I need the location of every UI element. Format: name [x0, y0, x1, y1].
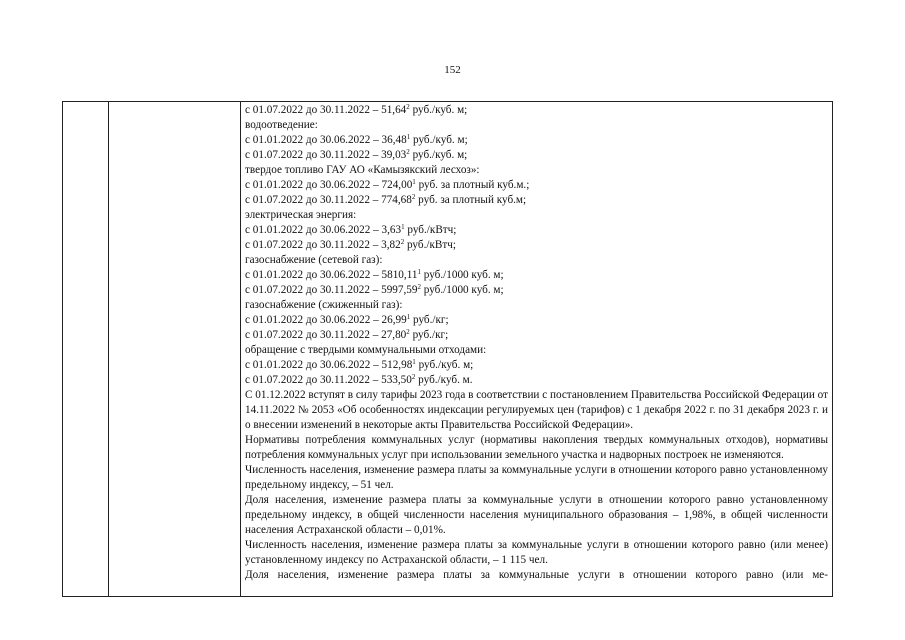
tariff-line-unit: руб./куб. м;: [410, 134, 468, 146]
footnote-mark: 1: [401, 223, 405, 231]
tariff-line-text: газоснабжение (сжиженный газ):: [245, 299, 403, 311]
tariff-line-text: с 01.01.2022 до 30.06.2022 – 512,98: [245, 359, 413, 371]
tariff-line: [245, 283, 828, 298]
paragraph-population-share-index: Доля населения, изменение размера платы за коммунальные услуги в отношении которого равно (или ме-: [245, 569, 828, 581]
tariff-line: [245, 238, 828, 253]
paragraph-population-count-index: Численность населения, изменение размера платы за коммунальные услуги в отношении которого равно (или менее) установленному индексу по Астраханской области, – 1 115 чел.: [245, 539, 828, 566]
tariff-line: [245, 223, 828, 238]
footnote-mark: 1: [406, 133, 411, 141]
tariff-line: [245, 268, 828, 283]
footnote-mark: 2: [400, 238, 405, 246]
footnote-mark: 1: [412, 358, 416, 366]
tariff-line: [245, 298, 828, 313]
paragraph-population-share-limit: Доля населения, изменение размера платы за коммунальные услуги в отношении которого равно установленному предельному индексу, в общей численности населения муниципального образования – 1,98%, в общей численности населения Астраханской области – 0,01%.: [245, 494, 828, 536]
tariff-line-unit: руб./1000 куб. м;: [420, 269, 504, 281]
tariff-line: [245, 373, 828, 388]
tariff-line-text: с 01.07.2022 до 30.11.2022 – 51,64: [245, 104, 407, 116]
tariff-line: [245, 358, 828, 373]
tariff-line-unit: руб./куб. м;: [409, 149, 468, 161]
footnote-mark: 1: [412, 178, 416, 186]
tariff-line-text: электрическая энергия:: [245, 209, 357, 221]
tariff-line-text: с 01.01.2022 до 30.06.2022 – 5810,11: [245, 269, 418, 281]
tariff-line: [245, 148, 828, 163]
tariff-line: [245, 208, 828, 223]
tariff-line-unit: руб./кВтч;: [404, 239, 456, 251]
paragraph-population-count-limit: Численность населения, изменение размера платы за коммунальные услуги в отношении которого равно установленному предельному индексу, – 51 чел.: [245, 464, 828, 491]
footnote-mark: 2: [411, 193, 416, 201]
tariff-line-text: обращение с твердыми коммунальными отходами:: [245, 344, 487, 356]
tariff-line-text: с 01.07.2022 до 30.11.2022 – 3,82: [245, 239, 401, 251]
tariff-line: [245, 133, 828, 148]
column-divider-2: [240, 102, 241, 596]
tariff-line-unit: руб. за плотный куб.м.;: [415, 179, 530, 191]
tariff-line-text: твердое топливо ГАУ АО «Камызякский лесхоз»:: [245, 164, 480, 176]
paragraph-tariffs-2023: С 01.12.2022 вступят в силу тарифы 2023 года в соответствии с постановлением Правительства Российской Федерации от 14.11.2022 № 2053 «Об особенностях индексации регулируемых цен (тарифов) с 1 декабря 2022 г. по 31 декабря 2023 г. и о внесении изменений в некоторые акты Правительства Российской Федерации».: [245, 389, 828, 431]
tariff-line-text: с 01.07.2022 до 30.11.2022 – 5997,59: [245, 284, 418, 296]
tariff-line: [245, 163, 828, 178]
footnote-mark: 2: [411, 373, 416, 381]
tariff-lines: [245, 103, 828, 388]
tariff-line-text: с 01.01.2022 до 30.06.2022 – 3,63: [245, 224, 402, 236]
tariff-line-unit: руб./кг;: [410, 314, 449, 326]
footnote-mark: 2: [406, 103, 410, 111]
tariff-line: [245, 328, 828, 343]
tariff-line-unit: руб./куб. м.: [415, 374, 473, 386]
footnote-mark: 2: [417, 283, 421, 291]
tariff-line-text: с 01.07.2022 до 30.11.2022 – 774,68: [245, 194, 412, 206]
tariff-line-unit: руб./куб. м;: [409, 104, 468, 116]
tariff-line-unit: руб./кг;: [409, 329, 449, 341]
tariff-line-unit: руб./куб. м;: [415, 359, 474, 371]
footnote-mark: 1: [406, 313, 411, 321]
tariff-line: [245, 103, 828, 118]
tariff-line: [245, 193, 828, 208]
tariff-line-text: с 01.01.2022 до 30.06.2022 – 724,00: [245, 179, 413, 191]
tariff-line: [245, 253, 828, 268]
paragraph-consumption-norms: Нормативы потребления коммунальных услуг (нормативы накопления твердых коммунальных отходов), нормативы потребления коммунальных услуг при использовании земельного участка и надворных построек не изменяются.: [245, 434, 828, 461]
tariff-line-unit: руб. за плотный куб.м;: [415, 194, 527, 206]
document-table: [62, 101, 833, 597]
page-number: 152: [444, 64, 461, 76]
tariff-line-text: с 01.07.2022 до 30.11.2022 – 533,50: [245, 374, 412, 386]
tariff-line: [245, 118, 828, 133]
tariff-line-text: газоснабжение (сетевой газ):: [245, 254, 383, 266]
tariff-cell: [245, 103, 828, 583]
footnote-mark: 2: [406, 328, 410, 336]
tariff-line: [245, 313, 828, 328]
tariff-line-text: с 01.07.2022 до 30.11.2022 – 27,80: [245, 329, 407, 341]
tariff-line-text: с 01.07.2022 до 30.11.2022 – 39,03: [245, 149, 407, 161]
tariff-line-unit: руб./кВтч;: [404, 224, 457, 236]
tariff-line-text: с 01.01.2022 до 30.06.2022 – 26,99: [245, 314, 407, 326]
footnote-mark: 1: [417, 268, 421, 276]
tariff-line: [245, 178, 828, 193]
footnote-mark: 2: [406, 148, 410, 156]
tariff-line: [245, 343, 828, 358]
tariff-line-unit: руб./1000 куб. м;: [420, 284, 504, 296]
tariff-line-text: с 01.01.2022 до 30.06.2022 – 36,48: [245, 134, 407, 146]
column-divider-1: [108, 102, 109, 596]
tariff-line-text: водоотведение:: [245, 119, 318, 131]
